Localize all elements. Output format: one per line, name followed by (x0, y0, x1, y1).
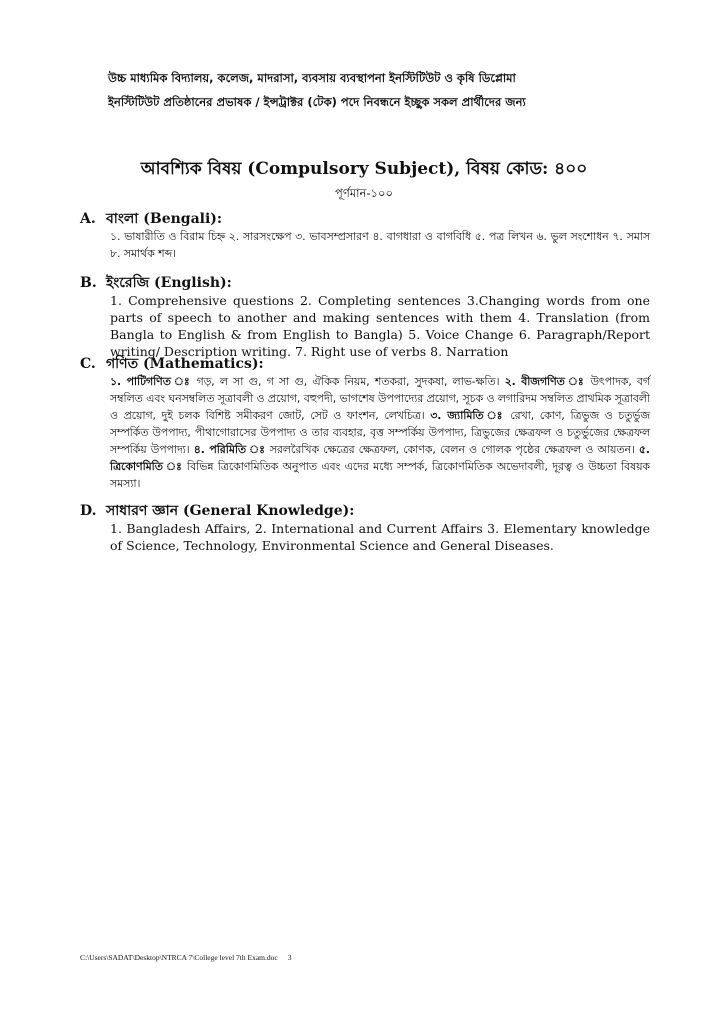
section-heading (80, 274, 650, 292)
section-english (80, 274, 650, 360)
section-heading (80, 210, 650, 228)
section-title: সাধারণ জ্ঞান (General Knowledge): (106, 503, 355, 519)
section-bengali (80, 210, 650, 262)
algebra-label: ২. বীজগণিত ঃ (504, 375, 586, 388)
section-letter: D. (80, 503, 97, 519)
geometry-text: রেখা, কোণ, ত্রিভুজ ও চতুর্ভুজ সম্পর্কিত উপপাদ্য, পীথাগোরাসের উপপাদ্য ও তার ব্যবহার, বৃত্ত সম্পর্কিয় উপপাদ্য, ত্রিভুজের ক্ষেত্রফল ও চতুর্ভুজের ক্ষেত্রফল সম্পর্কিয় উপপাদ্য। (110, 409, 650, 456)
mensuration-label: ৪. পরিমিতি ঃ (193, 443, 266, 456)
page-footer (80, 953, 291, 962)
arithmetic-text: গড়, ল সা গু, গ সা গু, ঐকিক নিয়ম, শতকরা, সুদকষা, লাভ-ক্ষতি। (191, 375, 505, 388)
page-number: 3 (287, 953, 292, 962)
trigonometry-label: ৫. ত্রিকোণমিতি ঃ (110, 443, 651, 473)
section-letter: A. (80, 211, 96, 227)
geometry-label: ৩. জ্যামিতি ঃ (430, 409, 505, 422)
section-title: বাংলা (Bengali): (106, 211, 223, 227)
section-title: গণিত (Mathematics): (106, 356, 264, 372)
section-body: 1. Bangladesh Affairs, 2. International and Current Affairs 3. Elementary knowledge of Science, Technology, Environmental Science and General Diseases. (110, 521, 650, 553)
section-body: 1. Comprehensive questions 2. Completing sentences 3.Changing words from one parts of speech to another and making sentences with them 4. Translation (from Bangla to English & from English to Bangla) 5. Voice Change 6. Paragraph/Report writing/ Description writing. 7. Right use of verbs 8. Narration (110, 293, 650, 359)
section-letter: B. (80, 275, 97, 291)
arithmetic-label: ১. পাটিগণিত ঃ (110, 375, 192, 388)
section-body: ১. ভাষারীতি ও বিরাম চিহ্ন ২. সারসংক্ষেপ ৩. ভাবসম্প্রসারণ ৪. বাগধারা ও বাগবিধি ৫. পত্র লিখন ৬. ভুল সংশোধন ৭. সমাস ৮. সমার্থক শব্দ। (110, 230, 650, 260)
subject-title: আবশ্যিক বিষয় (Compulsory Subject), বিষয় কোড: ৪০০ (140, 159, 588, 179)
section-title: ইংরেজি (English): (106, 275, 232, 291)
trigonometry-text: বিভিন্ন ত্রিকোণমিতিক অনুপাত এবং এদের মধ্যে সম্পর্ক, ত্রিকোণমিতিক অভেদাবলী, দূরত্ব ও উচ্চতা বিষয়ক সমস্যা। (110, 460, 650, 490)
section-body (110, 373, 650, 492)
full-marks: পূর্ণমান-১০০ (335, 186, 393, 200)
file-path: C:\Users\SADAT\Desktop\NTRCA 7\College level 7th Exam.doc (80, 953, 278, 962)
header-line-1: উচ্চ মাধ্যমিক বিদ্যালয়, কলেজ, মাদরাসা, ব্যবসায় ব্যবস্থাপনা ইনস্টিটিউট ও কৃষি ডিপ্লোমা (108, 71, 516, 85)
section-letter: C. (80, 356, 96, 372)
section-general-knowledge (80, 502, 650, 554)
document-header (108, 66, 698, 114)
section-mathematics (80, 355, 650, 492)
algebra-text: উৎপাদক, বর্গ সম্বলিত এবং ঘনসম্বলিত সূত্রাবলী ও প্রয়োগ, বহুপদী, ভাগশেষ উপপাদ্যের প্রয়োগ, সূচক ও লগারিদম সম্বলিত প্রাথমিক সূত্রাবলী ও প্রয়োগ, দুই চলক বিশিষ্ট সমীকরণ জোট, সেট ও ফাংশন, লেখচিত্র। (110, 375, 651, 422)
mensuration-text: সরলরৈখিক ক্ষেত্রের ক্ষেত্রফল, কোণক, বেলন ও গোলক পৃষ্ঠের ক্ষেত্রফল ও আয়তন। (265, 443, 639, 456)
header-line-2: ইনস্টিটিউট প্রতিষ্ঠানের প্রভাষক / ইন্সট্রাক্টর (টেক) পদে নিবন্ধনে ইচ্ছুক সকল প্রার্থীদের জন্য (108, 95, 526, 109)
section-heading (80, 355, 650, 373)
section-heading (80, 502, 650, 520)
